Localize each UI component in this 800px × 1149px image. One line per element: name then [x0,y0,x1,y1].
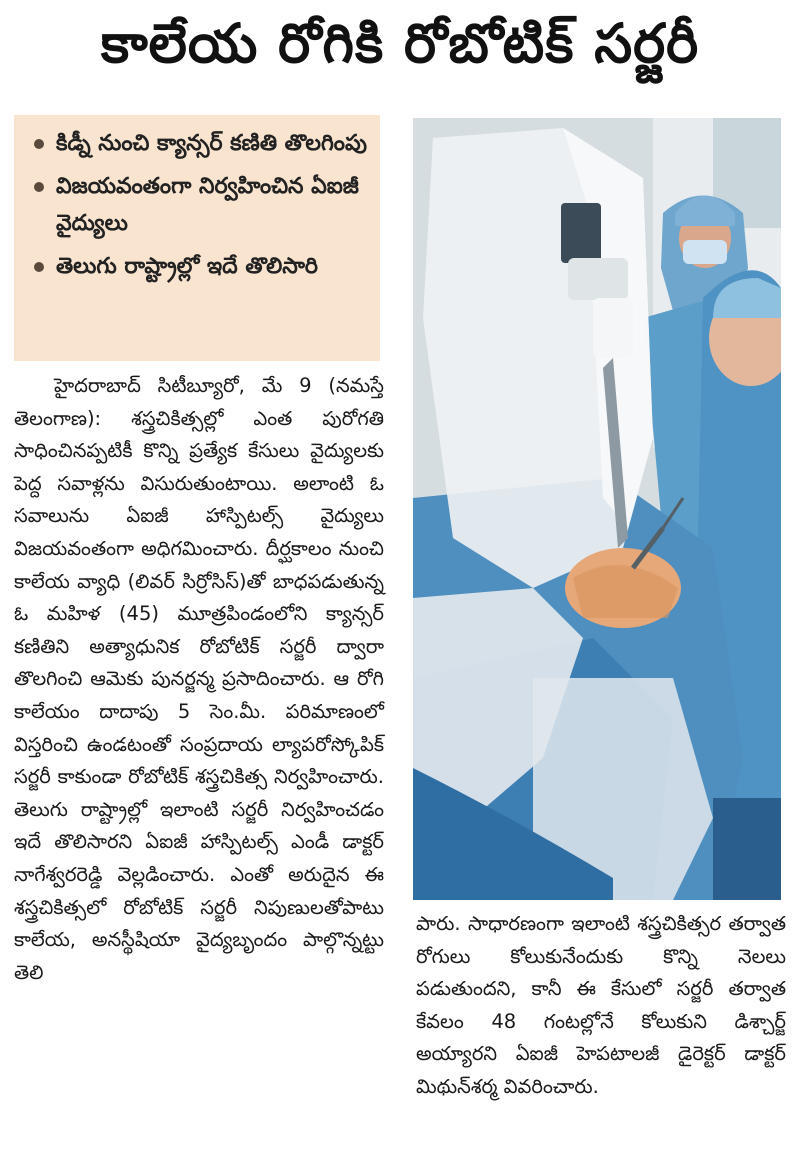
highlight-text: తెలుగు రాష్ట్రాల్లో ఇదే తొలిసారి [56,254,318,279]
highlight-item [30,168,368,242]
highlight-text: కిడ్నీ నుంచి క్యాన్సర్ కణితి తొలగింపు [56,131,367,156]
bullet-icon [34,262,44,272]
article-body-right-column: పారు. సాధారణంగా ఇలాంటి శస్త్రచికిత్సర తర్వాత రోగులు కోలుకునేందుకు కొన్ని నెలలు పడుతుందని, కానీ ఈ కేసులో సర్జరీ తర్వాత కేవలం 48 గంటల్లోనే కోలుకుని డిశ్చార్జ్ అయ్యారని ఏఐజీ హెపటాలజీ డైరెక్టర్ డాక్టర్ మిథున్‌శర్మ వివరించారు. [416,912,786,1098]
surgery-photo [413,118,781,900]
highlight-text: విజయవంతంగా నిర్వహించిన ఏఐజీ వైద్యులు [56,174,359,236]
highlights-box [14,115,380,361]
bullet-icon [34,182,44,192]
highlight-item [30,248,368,285]
article-body-left-column: హైదరాబాద్ సిటీబ్యూరో, మే 9 (నమస్తే తెలంగాణ): శస్త్రచికిత్సల్లో ఎంత పురోగతి సాధించినప్పటికీ కొన్ని ప్రత్యేక కేసులు వైద్యులకు పెద్ద సవాళ్లను విసురుతుంటాయి. అలాంటి ఓ సవాలును ఏఐజీ హాస్పిటల్స్ వైద్యులు విజయవంతంగా అధిగమించారు. దీర్ఘకాలం నుంచి కాలేయ వ్యాధి (లివర్ సిర్రోసిస్)తో బాధపడుతున్న ఓ మహిళ (45) మూత్రపిండంలోని క్యాన్సర్ కణితిని అత్యాధునిక రోబోటిక్ సర్జరీ ద్వారా తొలగించి ఆమెకు పునర్జన్మ ప్రసాదించారు. ఆ రోగి కాలేయం దాదాపు 5 సెం.మీ. పరిమాణంలో విస్తరించి ఉండటంతో సంప్రదాయ ల్యాపరోస్కోపిక్ సర్జరీ కాకుండా రోబోటిక్ శస్త్రచికిత్స నిర్వహించారు. తెలుగు రాష్ట్రాల్లో ఇలాంటి సర్జరీ నిర్వహించడం ఇదే తొలిసారని ఏఐజీ హాస్పిటల్స్ ఎండీ డాక్టర్ నాగేశ్వరరెడ్డి వెల్లడించారు. ఎంతో అరుదైన ఈ శస్త్రచికిత్సలో రోబోటిక్ సర్జరీ నిపుణులతోపాటు కాలేయ, అనస్థీషియా వైద్యబృందం పాల్గొన్నట్టు తెలి [14,374,384,984]
headline: కాలేయ రోగికి రోబోటిక్ సర్జరీ [100,11,700,75]
highlight-item [30,125,368,162]
bullet-icon [34,139,44,149]
